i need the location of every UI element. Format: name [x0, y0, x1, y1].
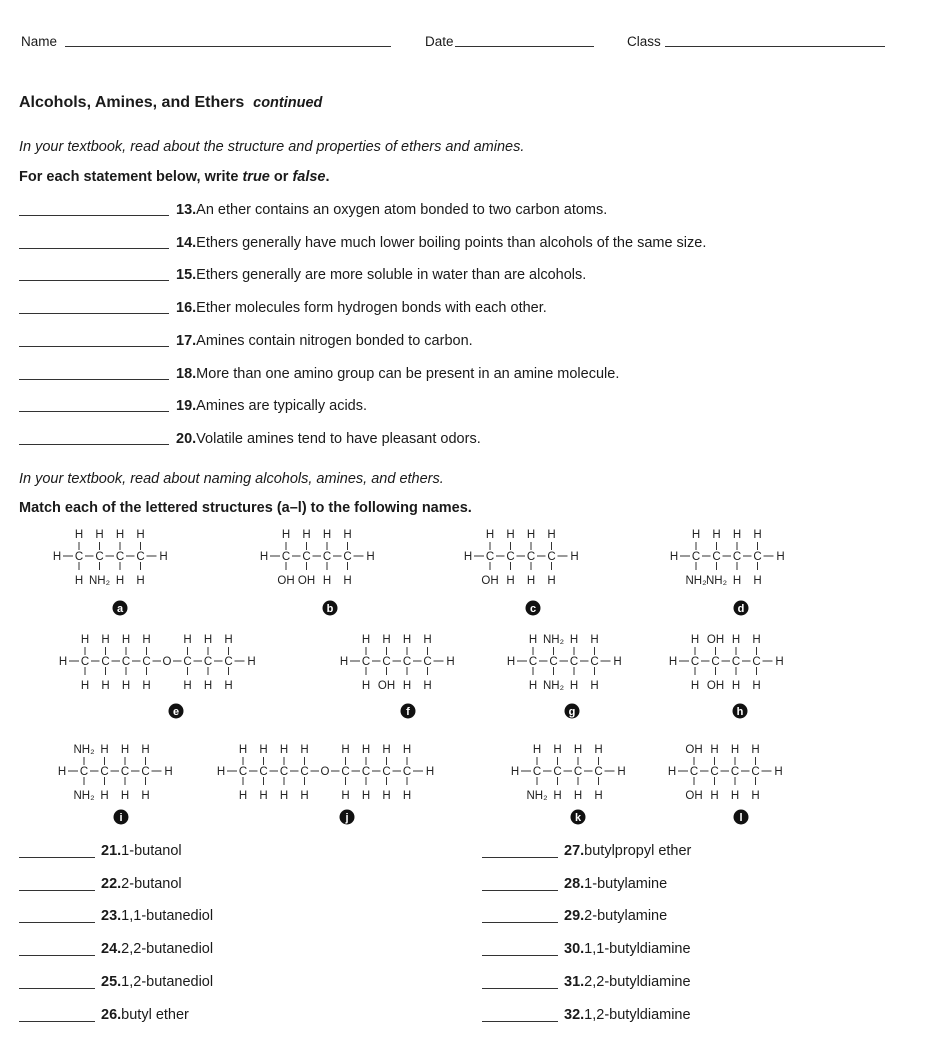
match-name-25: 25.1,2-butanediol [101, 973, 214, 990]
substituent-top: H [74, 529, 84, 541]
atom-h: H [668, 656, 678, 668]
atom-h: H [776, 551, 785, 563]
atom-c: C [142, 656, 151, 668]
substituent-top: H [402, 634, 412, 646]
atom-c: C [547, 551, 556, 563]
substituent-top: H [142, 634, 151, 646]
match-prompt: Match each of the lettered structures (a–l) to the following names. [19, 500, 472, 516]
substituent-top: H [382, 634, 391, 646]
atom-h: H [259, 551, 269, 563]
substituent-bottom: H [74, 575, 84, 587]
atom-h: H [164, 766, 173, 778]
atom-c: C [402, 656, 412, 668]
answer-blank-26[interactable] [19, 1021, 95, 1022]
answer-blank-29[interactable] [482, 922, 558, 923]
atom-c: C [238, 766, 248, 778]
substituent-top: H [141, 744, 150, 756]
atom-c: C [382, 656, 391, 668]
atom-c: C [322, 551, 332, 563]
structure-c [464, 529, 579, 616]
atom-c: C [553, 766, 562, 778]
answer-blank-27[interactable] [482, 857, 558, 858]
atom-h: H [669, 551, 679, 563]
structure-label-l [734, 810, 749, 825]
substituent-top: H [753, 529, 762, 541]
substituent-bottom: H [142, 680, 151, 692]
structure-a [53, 529, 168, 616]
atom-c: C [259, 766, 268, 778]
substituent-top: H [238, 744, 248, 756]
structure-g [507, 634, 622, 719]
substituent-bottom: NH₂ [73, 790, 95, 802]
substituent-bottom: H [402, 790, 412, 802]
atom-c: C [506, 551, 515, 563]
atom-c: C [532, 766, 542, 778]
instruction-ethers-amines: In your textbook, read about the structure and properties of ethers and amines. [19, 139, 525, 155]
substituent-top: H [80, 634, 90, 646]
substituent-top: H [203, 634, 213, 646]
substituent-top: H [382, 744, 391, 756]
statement-19: 19.Amines are typically acids. [176, 398, 368, 415]
atom-c: C [549, 656, 558, 668]
atom-c: C [279, 766, 289, 778]
substituent-top: H [322, 529, 332, 541]
substituent-top: H [590, 634, 599, 646]
atom-c: C [526, 551, 536, 563]
atom-c: C [203, 656, 213, 668]
substituent-bottom: H [238, 790, 248, 802]
atom-c: C [423, 656, 432, 668]
substituent-bottom: H [751, 790, 760, 802]
substituent-bottom: H [528, 680, 538, 692]
substituent-top: H [341, 744, 350, 756]
substituent-top: H [402, 744, 412, 756]
substituent-bottom: H [300, 790, 309, 802]
atom-c: C [361, 656, 371, 668]
atom-h: H [446, 656, 455, 668]
structure-label-i [114, 810, 129, 825]
atom-c: C [594, 766, 603, 778]
atom-c: C [100, 766, 109, 778]
substituent-top: H [361, 744, 371, 756]
answer-blank-25[interactable] [19, 988, 95, 989]
substituent-top: H [732, 529, 742, 541]
name-label: Name [21, 34, 58, 49]
atom-c: C [115, 551, 125, 563]
substituent-bottom: H [710, 790, 719, 802]
atom-c: C [573, 766, 583, 778]
substituent-top: H [528, 634, 538, 646]
substituent-top: H [730, 744, 740, 756]
svg-text:l: l [739, 812, 743, 824]
atom-o: O [162, 656, 172, 668]
structure-k [511, 744, 626, 825]
atom-c: C [691, 551, 701, 563]
substituent-top: H [136, 529, 145, 541]
svg-text:g: g [568, 706, 576, 718]
substituent-bottom: H [594, 790, 603, 802]
statement-15: 15.Ethers generally are more soluble in water than are alcohols. [176, 267, 587, 284]
substituent-bottom: OH [685, 790, 703, 802]
structure-label-f [401, 704, 416, 719]
atom-c: C [753, 551, 762, 563]
svg-text:f: f [406, 706, 410, 718]
atom-h: H [58, 656, 68, 668]
atom-h: H [667, 766, 677, 778]
atom-c: C [711, 656, 720, 668]
substituent-top: H [115, 529, 125, 541]
substituent-bottom: H [136, 575, 145, 587]
atom-c: C [224, 656, 233, 668]
class-label: Class [627, 34, 661, 49]
svg-text:k: k [574, 812, 582, 824]
structure-label-a [113, 601, 128, 616]
substituent-top: H [300, 744, 309, 756]
statement-18: 18.More than one amino group can be present in an amine molecule. [176, 365, 620, 382]
substituent-top: H [573, 744, 583, 756]
substituent-top: H [731, 634, 741, 646]
substituent-top: H [224, 634, 233, 646]
substituent-bottom: OH [297, 575, 316, 587]
substituent-top: H [710, 744, 719, 756]
match-name-22: 22.2-butanol [101, 875, 182, 892]
substituent-top: OH [706, 634, 725, 646]
structure-label-k [571, 810, 586, 825]
substituent-top: NH₂ [542, 634, 565, 646]
atom-h: H [774, 766, 783, 778]
substituent-bottom: H [121, 680, 131, 692]
substituent-top: H [183, 634, 192, 646]
structure-label-b [323, 601, 338, 616]
atom-c: C [731, 656, 741, 668]
substituent-bottom: H [101, 680, 110, 692]
substituent-bottom: H [361, 790, 371, 802]
structure-label-e [169, 704, 184, 719]
atom-c: C [402, 766, 412, 778]
structure-b [260, 529, 375, 616]
atom-h: H [617, 766, 626, 778]
substituent-bottom: H [115, 575, 125, 587]
substituent-bottom: OH [377, 680, 396, 692]
atom-c: C [569, 656, 579, 668]
atom-h: H [366, 551, 375, 563]
svg-text:j: j [345, 812, 349, 824]
atom-h: H [463, 551, 473, 563]
atom-c: C [95, 551, 104, 563]
atom-h: H [216, 766, 226, 778]
substituent-top: NH₂ [73, 744, 95, 756]
statement-17: 17.Amines contain nitrogen bonded to carbon. [176, 332, 473, 349]
substituent-top: H [259, 744, 268, 756]
match-name-24: 24.2,2-butanediol [101, 941, 214, 958]
atom-c: C [485, 551, 495, 563]
atom-h: H [57, 766, 67, 778]
substituent-bottom: H [526, 575, 536, 587]
substituent-bottom: H [573, 790, 583, 802]
substituent-bottom: H [590, 680, 599, 692]
substituent-top: H [691, 529, 701, 541]
substituent-top: H [279, 744, 289, 756]
atom-c: C [732, 551, 742, 563]
match-name-32: 32.1,2-butyldiamine [564, 1006, 691, 1023]
statement-14: 14.Ethers generally have much lower boiling points than alcohols of the same size. [176, 234, 707, 251]
substituent-bottom: OH [706, 680, 725, 692]
substituent-top: H [752, 634, 761, 646]
substituent-bottom: H [553, 790, 562, 802]
structure-label-c [526, 601, 541, 616]
atom-c: C [690, 656, 700, 668]
substituent-bottom: H [382, 790, 391, 802]
substituent-top: H [594, 744, 603, 756]
match-name-26: 26.butyl ether [101, 1006, 189, 1023]
atom-c: C [281, 551, 291, 563]
answer-blank-31[interactable] [482, 988, 558, 989]
answer-blank-23[interactable] [19, 922, 95, 923]
structure-label-j [340, 810, 355, 825]
structure-f [340, 634, 455, 719]
atom-c: C [528, 656, 538, 668]
svg-text:h: h [736, 706, 744, 718]
match-name-28: 28.1-butylamine [564, 875, 668, 892]
substituent-bottom: H [120, 790, 130, 802]
answer-blank-28[interactable] [482, 890, 558, 891]
atom-h: H [570, 551, 579, 563]
substituent-bottom: H [730, 790, 740, 802]
structure-l [668, 744, 783, 825]
structure-label-h [733, 704, 748, 719]
svg-text:a: a [116, 603, 124, 615]
atom-c: C [710, 766, 719, 778]
atom-c: C [120, 766, 130, 778]
svg-text:d: d [737, 603, 745, 615]
substituent-bottom: H [322, 575, 332, 587]
substituent-bottom: H [183, 680, 192, 692]
match-name-31: 31.2,2-butyldiamine [564, 973, 691, 990]
atom-c: C [712, 551, 721, 563]
substituent-top: H [121, 634, 131, 646]
atom-h: H [52, 551, 62, 563]
atom-h: H [159, 551, 168, 563]
atom-c: C [300, 766, 309, 778]
svg-text:e: e [172, 706, 180, 718]
atom-c: C [74, 551, 84, 563]
answer-blank-32[interactable] [482, 1021, 558, 1022]
substituent-top: H [532, 744, 542, 756]
atom-c: C [751, 766, 760, 778]
substituent-top: H [120, 744, 130, 756]
date-label: Date [425, 34, 454, 49]
atom-h: H [510, 766, 520, 778]
match-name-29: 29.2-butylamine [564, 908, 668, 925]
match-name-27: 27.butylpropyl ether [564, 843, 692, 859]
atom-h: H [247, 656, 256, 668]
substituent-bottom: H [80, 680, 90, 692]
substituent-bottom: H [224, 680, 233, 692]
substituent-top: H [485, 529, 495, 541]
substituent-bottom: H [343, 575, 352, 587]
atom-c: C [121, 656, 131, 668]
atom-c: C [590, 656, 599, 668]
atom-c: C [343, 551, 352, 563]
substituent-top: H [361, 634, 371, 646]
substituent-bottom: H [506, 575, 515, 587]
substituent-top: H [569, 634, 579, 646]
substituent-bottom: H [361, 680, 371, 692]
structure-label-d [734, 601, 749, 616]
substituent-bottom: H [732, 575, 742, 587]
answer-blank-21[interactable] [19, 857, 95, 858]
structure-h [669, 634, 784, 719]
substituent-top: H [423, 634, 432, 646]
atom-c: C [730, 766, 740, 778]
substituent-top: OH [685, 744, 703, 756]
statement-20: 20.Volatile amines tend to have pleasant odors. [176, 430, 481, 447]
instruction-naming: In your textbook, read about naming alcohols, amines, and ethers. [19, 471, 444, 487]
statement-16: 16.Ether molecules form hydrogen bonds with each other. [176, 300, 547, 317]
substituent-top: H [712, 529, 721, 541]
substituent-bottom: NH₂ [88, 575, 111, 587]
atom-h: H [775, 656, 784, 668]
substituent-bottom: NH₂ [705, 575, 728, 587]
section-continued: continued [253, 95, 323, 111]
answer-blank-30[interactable] [482, 955, 558, 956]
atom-c: C [79, 766, 89, 778]
section-title: Alcohols, Amines, and Ethers continued [19, 94, 323, 111]
substituent-bottom: H [402, 680, 412, 692]
substituent-top: H [553, 744, 562, 756]
svg-text:c: c [529, 603, 537, 615]
true-false-prompt: For each statement below, write true or false. [19, 169, 330, 185]
atom-c: C [689, 766, 699, 778]
atom-c: C [136, 551, 145, 563]
atom-h: H [339, 656, 349, 668]
substituent-bottom: H [753, 575, 762, 587]
structure-i [58, 744, 173, 825]
structure-d [670, 529, 785, 616]
substituent-bottom: H [690, 680, 700, 692]
substituent-top: H [751, 744, 760, 756]
substituent-bottom: H [423, 680, 432, 692]
substituent-bottom: H [259, 790, 268, 802]
atom-c: C [183, 656, 192, 668]
match-name-30: 30.1,1-butyldiamine [564, 941, 691, 958]
atom-c: C [302, 551, 311, 563]
substituent-bottom: H [731, 680, 741, 692]
substituent-bottom: H [141, 790, 150, 802]
atom-c: C [361, 766, 371, 778]
match-name-23: 23.1,1-butanediol [101, 908, 214, 925]
answer-blank-22[interactable] [19, 890, 95, 891]
atom-h: H [506, 656, 516, 668]
substituent-top: H [281, 529, 291, 541]
substituent-top: H [302, 529, 311, 541]
substituent-top: H [526, 529, 536, 541]
substituent-bottom: H [341, 790, 350, 802]
atom-c: C [382, 766, 391, 778]
structure-label-g [565, 704, 580, 719]
substituent-top: H [547, 529, 556, 541]
atom-c: C [80, 656, 90, 668]
atom-h: H [613, 656, 622, 668]
substituent-bottom: NH₂ [526, 790, 548, 802]
substituent-top: H [100, 744, 109, 756]
atom-h: H [425, 766, 435, 778]
structure-j [217, 744, 434, 825]
substituent-bottom: NH₂ [685, 575, 707, 587]
substituent-bottom: H [203, 680, 213, 692]
svg-text:b: b [326, 603, 334, 615]
substituent-bottom: H [752, 680, 761, 692]
substituent-bottom: H [100, 790, 109, 802]
substituent-top: H [506, 529, 515, 541]
atom-c: C [141, 766, 150, 778]
substituent-top: H [343, 529, 352, 541]
atom-c: C [341, 766, 350, 778]
match-name-21: 21.1-butanol [101, 843, 182, 859]
substituent-top: H [690, 634, 700, 646]
substituent-bottom: H [569, 680, 579, 692]
substituent-bottom: NH₂ [542, 680, 565, 692]
structure-e [59, 634, 256, 719]
substituent-bottom: H [547, 575, 556, 587]
substituent-top: H [101, 634, 110, 646]
answer-blank-24[interactable] [19, 955, 95, 956]
statement-13: 13.An ether contains an oxygen atom bonded to two carbon atoms. [176, 202, 608, 218]
atom-o: O [320, 766, 330, 778]
svg-text:i: i [119, 812, 123, 824]
atom-c: C [752, 656, 761, 668]
substituent-bottom: OH [481, 575, 499, 587]
substituent-bottom: H [279, 790, 289, 802]
substituent-top: H [95, 529, 104, 541]
atom-c: C [101, 656, 110, 668]
substituent-bottom: OH [277, 575, 295, 587]
